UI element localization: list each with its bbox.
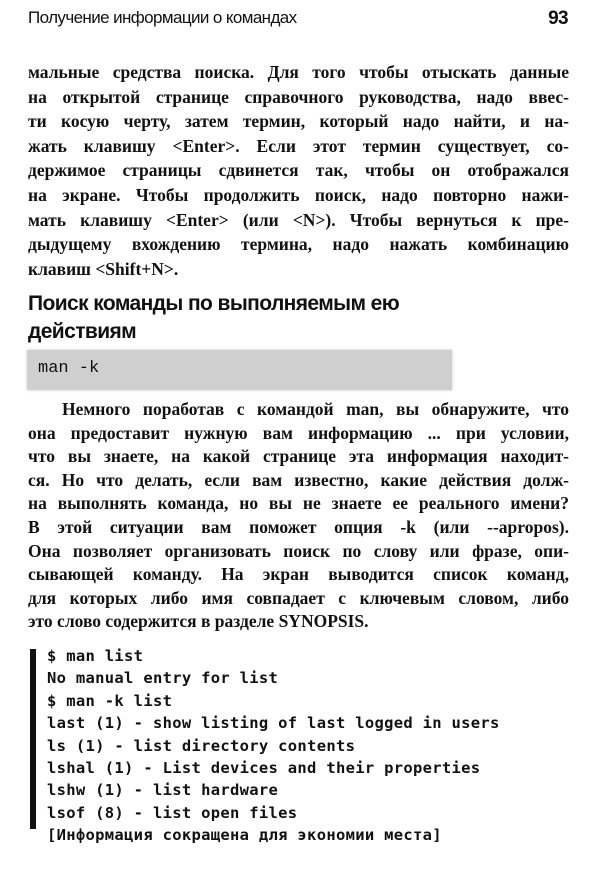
- command-syntax-box: [27, 350, 452, 390]
- page-number: 93: [548, 8, 568, 29]
- paragraph-search-in-man: [28, 60, 569, 281]
- text-line: на открытой странице справочного руководства, надо ввес-: [28, 86, 569, 107]
- code-line: $ man list: [47, 647, 144, 665]
- text-line: на выполнять команда, но вы не знаете ее реального имени?: [28, 493, 569, 514]
- section-heading: [28, 290, 399, 346]
- code-listing: [30, 645, 550, 847]
- text-line: Немного поработав с командой man, вы обнаружите, что: [62, 399, 569, 419]
- code-line: lsof (8) - list open files: [47, 803, 298, 822]
- text-line: она предоставит нужную вам информацию ... при условии,: [28, 422, 569, 443]
- text-line: ся. Но что делать, если вам известно, какие действия долж-: [28, 469, 569, 490]
- running-header: [28, 8, 568, 36]
- text-line: клавиш <Shift+N>.: [28, 258, 179, 279]
- section-heading-line: Поиск команды по выполняемым ею: [28, 292, 400, 315]
- code-listing-bar: [30, 649, 36, 829]
- code-line: lshal (1) - List devices and their properties: [47, 758, 481, 777]
- text-line: мальные средства поиска. Для того чтобы отыскать данные: [28, 62, 569, 82]
- text-line: это слово содержится в разделе SYNOPSIS.: [28, 611, 369, 632]
- text-line: для которых либо имя совпадает с ключевым словом, либо: [28, 587, 569, 608]
- running-header-title: Получение информации о командах: [28, 8, 297, 27]
- section-heading-line: действиям: [28, 320, 137, 343]
- text-line: сывающей команду. На экран выводится список команд,: [28, 564, 569, 585]
- text-line: что вы знаете, на какой странице эта информация находит-: [28, 446, 569, 467]
- code-line: last (1) - show listing of last logged in users: [47, 714, 500, 733]
- paragraph-man-k: [28, 398, 569, 634]
- text-line: В этой ситуации вам поможет опция -k (или --apropos).: [28, 516, 569, 537]
- text-line: ти косую черту, затем термин, который надо найти, и на-: [28, 111, 569, 132]
- text-line: Она позволяет организовать поиск по слову или фразе, опи-: [28, 540, 569, 561]
- command-syntax: man -k: [38, 359, 100, 378]
- text-line: держимое страницы сдвинется так, чтобы он отображался: [28, 160, 569, 181]
- text-line: на экране. Чтобы продолжить поиск, надо повторно нажи-: [28, 184, 569, 205]
- code-line: No manual entry for list: [47, 669, 279, 688]
- text-line: дыдущему вхождению термина, надо нажать комбинацию: [28, 234, 569, 255]
- code-line: ls (1) - list directory contents: [47, 736, 356, 755]
- code-line: [Информация сокращена для экономии места]: [47, 826, 442, 845]
- code-line: $ man -k list: [47, 691, 173, 710]
- code-line: lshw (1) - list hardware: [47, 781, 279, 800]
- text-line: мать клавишу <Enter> (или <N>). Чтобы вернуться к пре-: [28, 209, 569, 230]
- text-line: жать клавишу <Enter>. Если этот термин существует, со-: [28, 135, 569, 156]
